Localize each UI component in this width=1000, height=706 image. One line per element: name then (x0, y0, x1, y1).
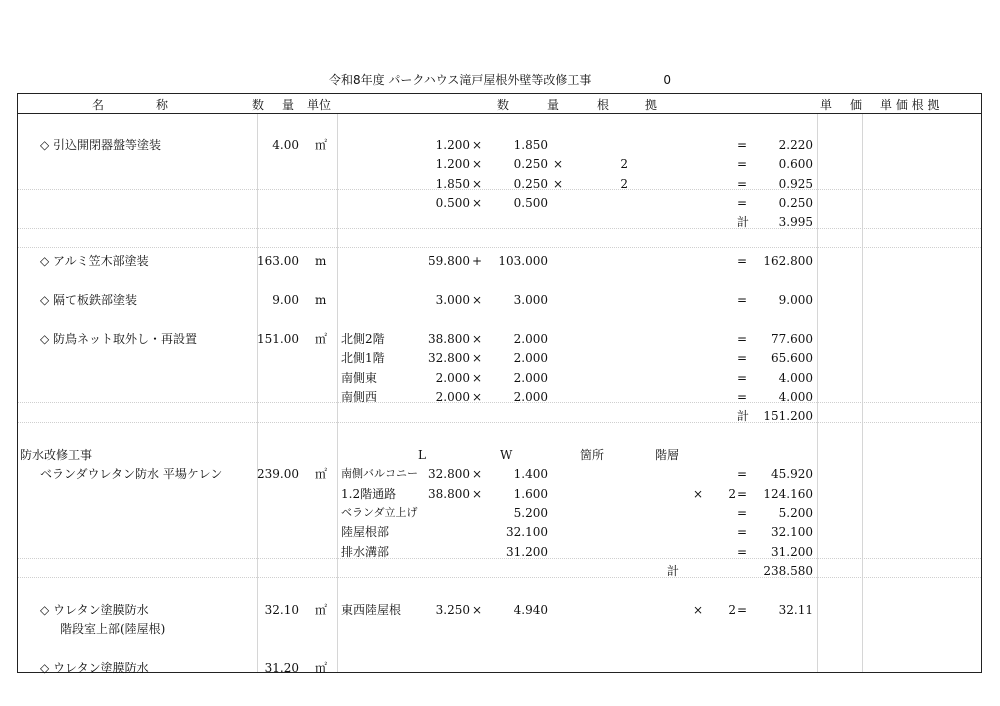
row-separator (18, 247, 981, 248)
row-quantity: 32.10 (264, 603, 299, 617)
row-count: 2 (620, 157, 628, 171)
row-length: 1.850 (435, 177, 470, 191)
row-operator: × (472, 177, 483, 191)
subtotal-label: 計 (667, 564, 680, 578)
row-unit: m (315, 293, 327, 307)
row-equals: 計 (737, 215, 750, 229)
row-result: 3.995 (778, 215, 813, 229)
row-width: 3.000 (513, 293, 548, 307)
row-width: 2.000 (513, 332, 548, 346)
row-result: 0.250 (778, 196, 813, 210)
document-title (0, 73, 1000, 87)
row-operator: × (472, 390, 483, 404)
row-name: ベランダウレタン防水 平場ケレン (40, 467, 223, 481)
row-equals: = (737, 157, 748, 171)
row-operator: × (472, 371, 483, 385)
row-equals: = (737, 545, 748, 559)
row-operator: × (472, 351, 483, 365)
subtotal-value: 238.580 (763, 564, 813, 578)
row-length: 3.000 (435, 293, 470, 307)
row-result: 4.000 (778, 390, 813, 404)
row-equals: = (737, 351, 748, 365)
row-result: 2.220 (778, 138, 813, 152)
row-location-label: 南側バルコニー (341, 467, 418, 480)
header-name-1: 名 (92, 98, 105, 112)
header-price-2: 価 (850, 98, 863, 112)
row-width: 2.000 (513, 371, 548, 385)
row-result: 32.11 (778, 603, 813, 617)
header-basis-3: 根 (597, 98, 610, 112)
row-length: 3.250 (435, 603, 470, 617)
row-result: 0.925 (778, 177, 813, 191)
row-operator: × (693, 487, 704, 501)
row-name: ◇ ウレタン塗膜防水 (40, 603, 149, 617)
row-separator (18, 577, 981, 578)
row-location-label: 東西陸屋根 (341, 603, 402, 617)
row-operator: × (472, 293, 483, 307)
row-location-label: 北側1階 (341, 351, 385, 365)
row-result: 45.920 (771, 467, 813, 481)
row-result: 4.000 (778, 371, 813, 385)
row-equals: = (737, 390, 748, 404)
row-equals: = (737, 506, 748, 520)
column-separator (337, 114, 338, 672)
row-width: 5.200 (513, 506, 548, 520)
row-width: 2.000 (513, 351, 548, 365)
header-divider (17, 113, 982, 114)
row-name: ◇ 隔て板鉄部塗装 (40, 293, 138, 307)
row-length: 38.800 (428, 332, 470, 346)
row-location-label: 1.2階通路 (341, 487, 397, 501)
header-qty-2: 量 (282, 98, 295, 112)
row-operator: × (472, 487, 483, 501)
column-separator (257, 114, 258, 672)
column-separator (862, 114, 863, 672)
row-unit: ㎡ (315, 661, 328, 675)
row-length: 2.000 (435, 371, 470, 385)
row-width: 1.850 (513, 138, 548, 152)
row-equals: = (737, 371, 748, 385)
row-unit: m (315, 254, 327, 268)
row-width: 4.940 (513, 603, 548, 617)
row-equals: = (737, 332, 748, 346)
row-name: ◇ 引込開閉器盤等塗装 (40, 138, 162, 152)
row-result: 151.200 (763, 409, 813, 423)
header-price-1: 単 (820, 98, 833, 112)
row-location-label: ベランダ立上げ (341, 506, 418, 519)
row-width: 1.400 (513, 467, 548, 481)
row-separator (18, 422, 981, 423)
row-equals: = (737, 293, 748, 307)
row-location-label: 北側2階 (341, 332, 385, 346)
row-result: 77.600 (771, 332, 813, 346)
row-operator: × (472, 157, 483, 171)
row-width: 0.250 (513, 177, 548, 191)
header-basis-1: 数 (497, 98, 510, 112)
row-length: 1.200 (435, 157, 470, 171)
row-equals: = (737, 603, 748, 617)
row-width: 0.250 (513, 157, 548, 171)
row-floor: 2 (728, 487, 736, 501)
row-name: ◇ 防鳥ネット取外し・再設置 (40, 332, 198, 346)
row-width: 1.600 (513, 487, 548, 501)
row-operator: × (553, 177, 564, 191)
row-floor: 2 (728, 603, 736, 617)
header-price-basis: 単 価 根 拠 (880, 98, 940, 112)
row-unit: ㎡ (315, 467, 328, 481)
row-equals: = (737, 177, 748, 191)
row-length: 1.200 (435, 138, 470, 152)
row-length: 38.800 (428, 487, 470, 501)
row-quantity: 9.00 (272, 293, 299, 307)
row-name: ◇ ウレタン塗膜防水 (40, 661, 149, 675)
row-result: 32.100 (771, 525, 813, 539)
row-equals: = (737, 487, 748, 501)
row-length: 32.800 (428, 351, 470, 365)
row-operator: + (472, 254, 483, 268)
row-operator: × (472, 467, 483, 481)
row-quantity: 4.00 (272, 138, 299, 152)
row-operator: × (553, 157, 564, 171)
section-col-count: 箇所 (580, 448, 605, 462)
row-unit: ㎡ (315, 138, 328, 152)
row-result: 0.600 (778, 157, 813, 171)
header-unit: 単位 (307, 98, 332, 112)
row-location-label: 南側東 (341, 371, 378, 385)
title-text: 令和8年度 パークハウス滝戸屋根外壁等改修工事 (328, 73, 592, 87)
row-quantity: 151.00 (257, 332, 299, 346)
row-result: 5.200 (778, 506, 813, 520)
row-equals: = (737, 254, 748, 268)
row-equals: = (737, 467, 748, 481)
row-operator: × (472, 138, 483, 152)
row-length: 2.000 (435, 390, 470, 404)
section-col-w: W (500, 448, 513, 462)
row-equals: 計 (737, 409, 750, 423)
row-width: 32.100 (506, 525, 548, 539)
row-quantity: 31.20 (264, 661, 299, 675)
row-length: 59.800 (428, 254, 470, 268)
header-qty-1: 数 (252, 98, 265, 112)
row-result: 65.600 (771, 351, 813, 365)
row-length: 32.800 (428, 467, 470, 481)
row-result: 124.160 (763, 487, 813, 501)
row-equals: = (737, 196, 748, 210)
row-location-label: 陸屋根部 (341, 525, 390, 539)
sub-note: 階段室上部(陸屋根) (60, 622, 166, 636)
row-location-label: 排水溝部 (341, 545, 390, 559)
header-basis-2: 量 (547, 98, 560, 112)
column-separator (817, 114, 818, 672)
row-equals: = (737, 525, 748, 539)
row-unit: ㎡ (315, 332, 328, 346)
row-operator: × (693, 603, 704, 617)
section-col-floor: 階層 (655, 448, 680, 462)
section-title: 防水改修工事 (20, 448, 93, 462)
row-equals: = (737, 138, 748, 152)
row-quantity: 163.00 (257, 254, 299, 268)
row-width: 31.200 (506, 545, 548, 559)
row-operator: × (472, 196, 483, 210)
row-width: 2.000 (513, 390, 548, 404)
row-width: 0.500 (513, 196, 548, 210)
header-name-2: 称 (156, 98, 169, 112)
row-result: 31.200 (771, 545, 813, 559)
row-operator: × (472, 603, 483, 617)
row-result: 162.800 (763, 254, 813, 268)
row-unit: ㎡ (315, 603, 328, 617)
row-location-label: 南側西 (341, 390, 378, 404)
row-width: 103.000 (498, 254, 548, 268)
row-separator (18, 228, 981, 229)
section-col-l: L (418, 448, 426, 462)
row-result: 9.000 (778, 293, 813, 307)
row-quantity: 239.00 (257, 467, 299, 481)
row-name: ◇ アルミ笠木部塗装 (40, 254, 149, 268)
row-operator: × (472, 332, 483, 346)
row-length: 0.500 (435, 196, 470, 210)
row-count: 2 (620, 177, 628, 191)
title-number: 0 (663, 73, 671, 87)
header-basis-4: 拠 (645, 98, 658, 112)
